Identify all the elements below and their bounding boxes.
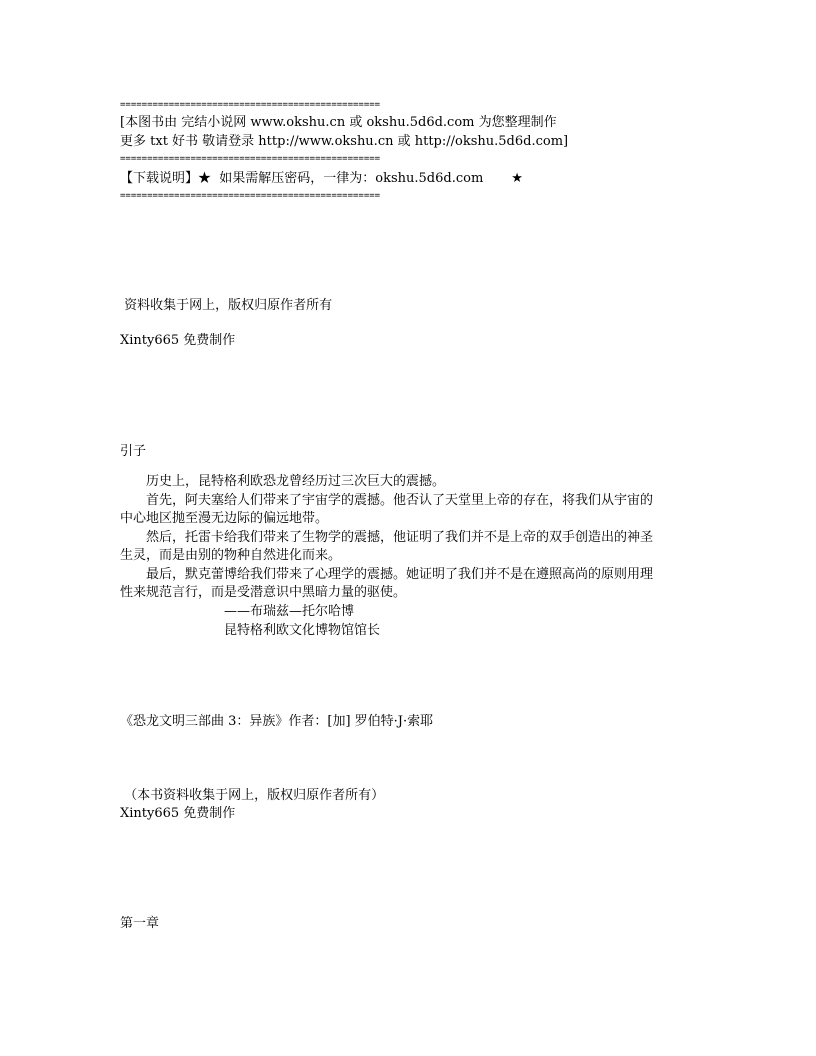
prologue-paragraph-2-line-1: 首先，阿夫塞给人们带来了宇宙学的震撼。他否认了天堂里上帝的存在，将我们从宇宙的 <box>120 493 654 508</box>
header-line-1: [本图书由 完结小说网 www.okshu.cn 或 okshu.5d6d.com 为您整理制作 <box>120 115 557 130</box>
prologue-attribution-author: ——布瑞兹—托尔哈博 <box>120 604 355 619</box>
maker-credit: Xinty665 免费制作 <box>120 333 236 348</box>
prologue-paragraph-2-line-2: 中心地区抛至漫无边际的偏远地带。 <box>120 511 329 526</box>
download-note <box>120 170 523 187</box>
separator-bottom: ================================================ <box>120 191 381 201</box>
prologue-heading: 引子 <box>120 444 147 459</box>
star-icon: ★ <box>511 171 523 186</box>
header-line-2: 更多 txt 好书 敬请登录 http://www.okshu.cn 或 http://okshu.5d6d.com] <box>120 134 569 149</box>
download-note-text: 【下载说明】★ 如果需解压密码，一律为：okshu.5d6d.com <box>120 171 484 186</box>
maker-credit-2: Xinty665 免费制作 <box>120 806 236 821</box>
book-title: 《恐龙文明三部曲 3：异族》作者：[加] 罗伯特·J·索耶 <box>120 714 434 729</box>
prologue-attribution-title: 昆特格利欧文化博物馆馆长 <box>120 623 381 638</box>
copyright-notice: 资料收集于网上，版权归原作者所有 <box>120 298 333 313</box>
chapter-heading: 第一章 <box>120 916 160 931</box>
prologue-paragraph-4-line-2: 性来规范言行，而是受潜意识中黑暗力量的驱使。 <box>120 585 407 600</box>
prologue-paragraph-1: 历史上，昆特格利欧恐龙曾经历过三次巨大的震撼。 <box>120 474 446 489</box>
prologue-paragraph-3-line-1: 然后，托雷卡给我们带来了生物学的震撼，他证明了我们并不是上帝的双手创造出的神圣 <box>120 530 654 545</box>
separator-top: ================================================ <box>120 100 381 110</box>
separator-middle: ================================================ <box>120 154 381 164</box>
copyright-notice-2: （本书资料收集于网上，版权归原作者所有） <box>120 788 385 803</box>
prologue-paragraph-4-line-1: 最后，默克蕾博给我们带来了心理学的震撼。她证明了我们并不是在遵照高尚的原则用理 <box>120 567 654 582</box>
prologue-paragraph-3-line-2: 生灵，而是由别的物种自然进化而来。 <box>120 548 342 563</box>
